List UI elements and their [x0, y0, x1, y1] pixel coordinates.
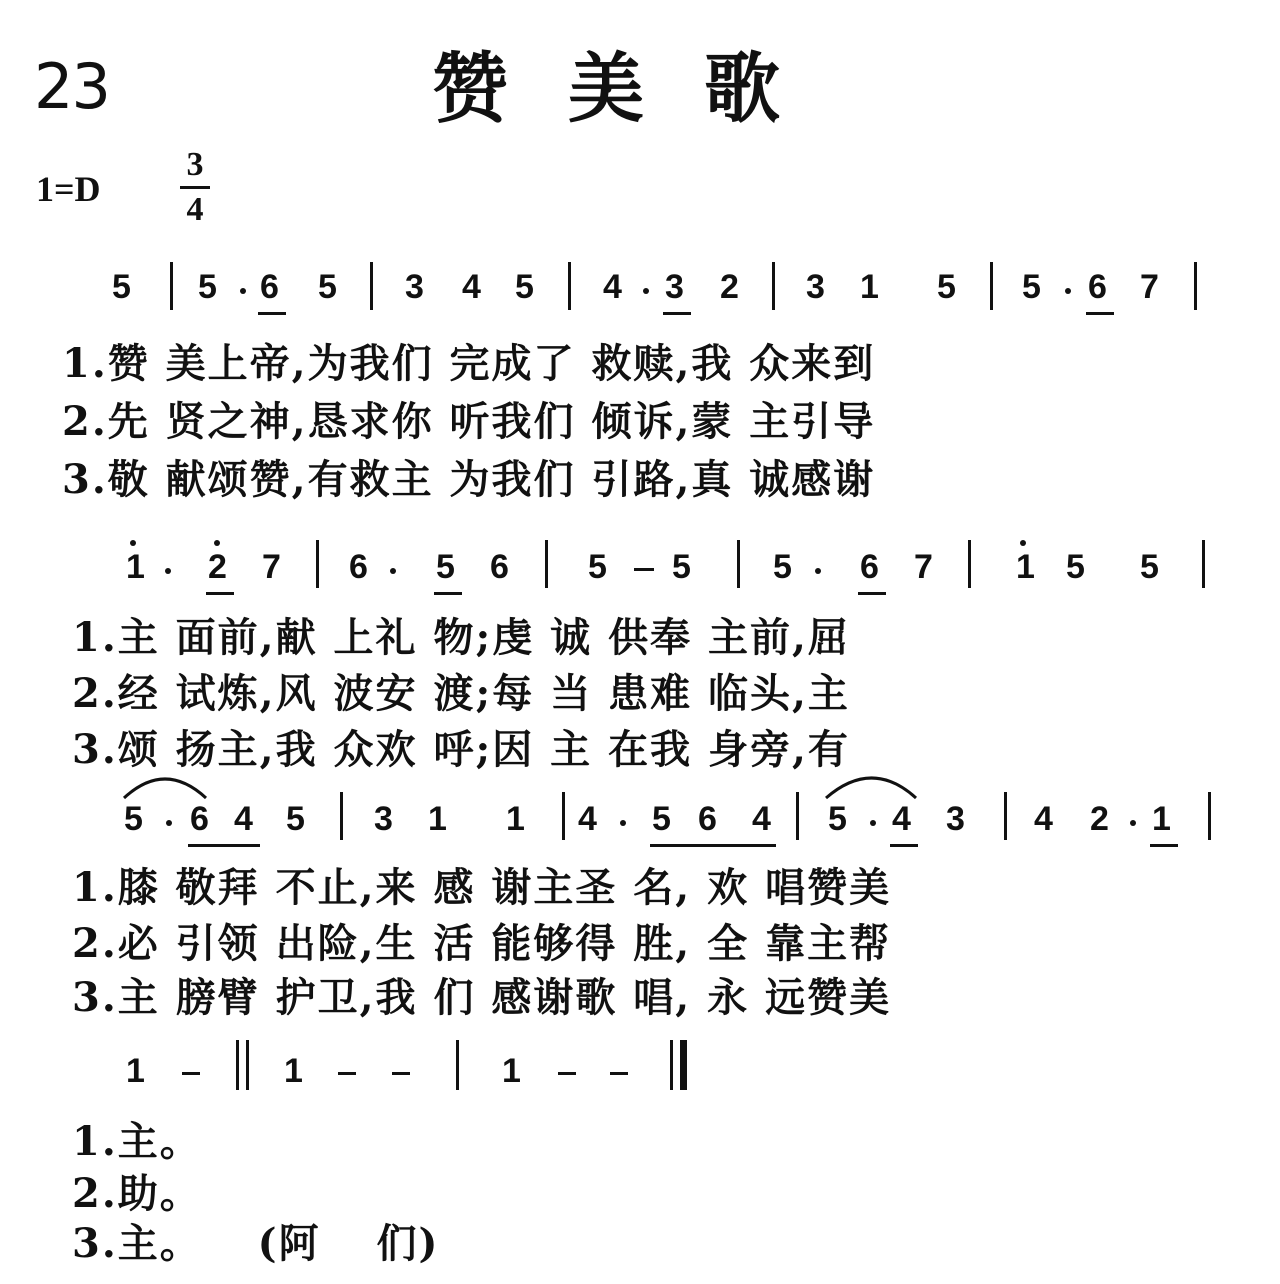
slur-2	[826, 778, 916, 798]
system-4-verse-2: 2.助。	[72, 1170, 202, 1217]
score-page: 23 赞美歌 1=D 3 4 5 5 6 5 3 4 5 4 3 2 3 1 5 5 6 7 1.赞 美上帝,为我们 完成了 救赎,我 众来到 2.先 贤之神,恳求你 听我们 倾诉,蒙 主引导 3.敬 献颂赞,有救主 为我们 引路,真 诚感谢 1 2 7 6 5 6 5 5 5 6 7 1 5 5 1.主 面前,献 上礼 物;虔 诚 供奉 主前,屈 2.经 试炼,风 波安 渡;每 当 患难 临头,主 3.颂 扬主,我 众欢 呼;因 主 在我 身旁,有 5 6 4 5 3 1 1 4 5 6 4 5 4 3 4 2 1 1.膝 敬拜 不止,来 感 谢主圣 名, 欢 唱赞美 2.必 引领 出险,生 活 能够得 胜, 全 靠主帮 3.主 膀臂 护卫,我 们 感谢歌 唱, 永 远赞美 1 1 1 1.主。 2.助。 3.主。 (阿 们)	[0, 0, 1280, 1284]
key-signature: 1=D	[36, 169, 101, 209]
time-signature-top: 3	[186, 146, 204, 183]
system-3-verse-2: 2.必 引领 出险,生 活 能够得 胜, 全 靠主帮	[72, 920, 892, 967]
system-2-verse-3: 3.颂 扬主,我 众欢 呼;因 主 在我 身旁,有	[72, 726, 850, 773]
system-4-verse-3: 3.主。 (阿 们)	[72, 1220, 440, 1267]
system-4-verse-1: 1.主。	[72, 1118, 202, 1165]
system-2-verse-1: 1.主 面前,献 上礼 物;虔 诚 供奉 主前,屈	[72, 614, 850, 661]
system-3-verse-3: 3.主 膀臂 护卫,我 们 感谢歌 唱, 永 远赞美	[72, 974, 892, 1021]
slur-1	[124, 779, 206, 798]
system-1-verse-3: 3.敬 献颂赞,有救主 为我们 引路,真 诚感谢	[62, 456, 876, 503]
time-signature-bottom: 4	[186, 191, 204, 228]
system-2-verse-2: 2.经 试炼,风 波安 渡;每 当 患难 临头,主	[72, 670, 850, 717]
system-1-verse-1: 1.赞 美上帝,为我们 完成了 救赎,我 众来到	[62, 340, 876, 387]
system-1-verse-2: 2.先 贤之神,恳求你 听我们 倾诉,蒙 主引导	[62, 398, 876, 445]
system-3-verse-1: 1.膝 敬拜 不止,来 感 谢主圣 名, 欢 唱赞美	[72, 864, 892, 911]
notation-line-4	[110, 1052, 117, 1053]
page-number: 23	[34, 50, 109, 123]
song-title: 赞美歌	[432, 44, 840, 133]
